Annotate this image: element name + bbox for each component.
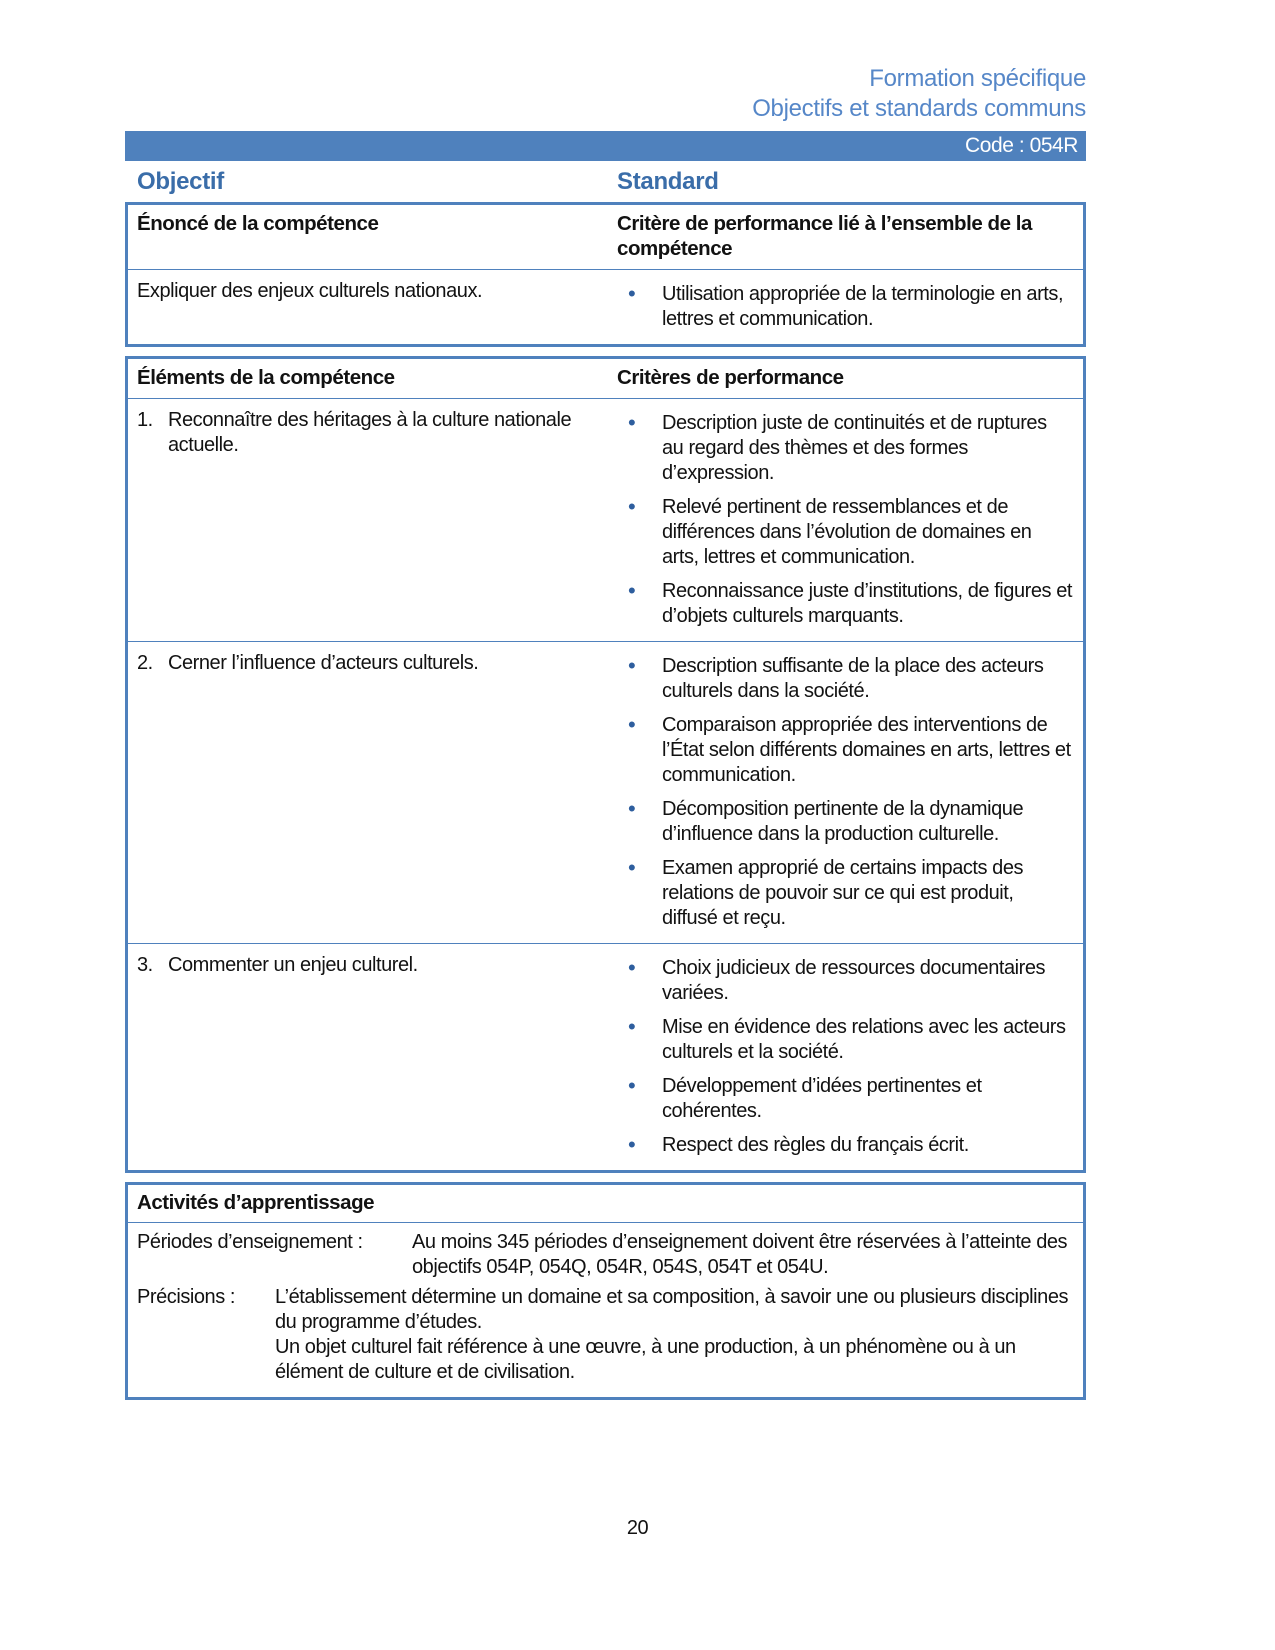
precisions-line: Un objet culturel fait référence à une œuvre, à une production, à un phénomène ou à un élément de culture et de civilisation.	[275, 1336, 1016, 1383]
element-text: Reconnaître des héritages à la culture nationale actuelle.	[168, 409, 572, 456]
numbered-element	[137, 953, 602, 978]
precisions-line: L’établissement détermine un domaine et sa composition, à savoir une ou plusieurs disciplines du programme d’études.	[275, 1286, 1069, 1333]
table-row	[128, 399, 1083, 641]
numbered-element	[137, 651, 602, 676]
precisions-label: Précisions :	[137, 1286, 235, 1308]
criterion-text: Développement d’idées pertinentes et cohérentes.	[662, 1075, 982, 1122]
page-number: 20	[626, 1517, 649, 1539]
criterion-text: Examen approprié de certains impacts des relations de pouvoir sur ce qui est produit, diffusé et reçu.	[662, 857, 1024, 929]
criterion-item	[617, 797, 1073, 847]
element-number: 1.	[137, 409, 153, 431]
criterion-text: Choix judicieux de ressources documentaires variées.	[662, 957, 1046, 1004]
element-cell	[128, 944, 612, 1170]
criterion-text: Respect des règles du français écrit.	[662, 1134, 969, 1156]
activities-header: Activités d’apprentissage	[128, 1185, 1083, 1223]
elements-table	[125, 356, 1086, 1173]
precisions-text	[275, 1285, 1073, 1385]
page-content	[125, 0, 1086, 1409]
criteria-list	[617, 956, 1073, 1158]
objectif-heading: Objectif	[137, 168, 224, 195]
criterion-text: Comparaison appropriée des interventions de l’État selon différents domaines en arts, lettres et communication.	[662, 714, 1071, 786]
criterion-item	[617, 713, 1073, 788]
criterion-text: Décomposition pertinente de la dynamique d’influence dans la production culturelle.	[662, 798, 1024, 845]
activities-table	[125, 1182, 1086, 1400]
code-bar: Code : 054R	[125, 131, 1086, 161]
criteria-cell	[612, 944, 1083, 1170]
competence-statement: Expliquer des enjeux culturels nationaux.	[137, 280, 483, 302]
element-text: Commenter un enjeu culturel.	[168, 954, 418, 976]
document-header	[125, 64, 1086, 124]
criteria-cell	[612, 642, 1083, 943]
elements-header-right: Critères de performance	[617, 366, 844, 389]
criterion-item	[617, 1015, 1073, 1065]
table-row	[128, 270, 1083, 344]
numbered-element	[137, 408, 602, 458]
criterion-text: Reconnaissance juste d’institutions, de figures et d’objets culturels marquants.	[662, 580, 1072, 627]
periods-row	[137, 1230, 1073, 1280]
table-row	[128, 641, 1083, 943]
element-cell	[128, 399, 612, 641]
header-line-1: Formation spécifique	[869, 65, 1086, 92]
criterion-text: Description juste de continuités et de ruptures au regard des thèmes et des formes d’expression.	[662, 412, 1047, 484]
criteria-list	[617, 654, 1073, 931]
element-number: 2.	[137, 652, 153, 674]
activities-body	[128, 1223, 1083, 1397]
criterion-text: Description suffisante de la place des acteurs culturels dans la société.	[662, 655, 1044, 702]
enonce-table	[125, 202, 1086, 347]
periods-label: Périodes d’enseignement :	[137, 1231, 363, 1253]
criterion-item	[617, 1133, 1073, 1158]
criterion-text: Utilisation appropriée de la terminologie en arts, lettres et communication.	[662, 283, 1064, 330]
enonce-header-right: Critère de performance lié à l’ensemble de la compétence	[617, 212, 1032, 260]
column-headings	[125, 161, 1086, 202]
criterion-item	[617, 411, 1073, 486]
enonce-header-left: Énoncé de la compétence	[137, 212, 379, 235]
precisions-row	[137, 1285, 1073, 1385]
criteria-list	[617, 282, 1073, 332]
header-line-2: Objectifs et standards communs	[752, 95, 1086, 122]
element-number: 3.	[137, 954, 153, 976]
criterion-item	[617, 1074, 1073, 1124]
criterion-text: Mise en évidence des relations avec les acteurs culturels et la société.	[662, 1016, 1066, 1063]
table-row	[128, 943, 1083, 1170]
standard-heading: Standard	[617, 168, 719, 195]
criterion-item	[617, 282, 1073, 332]
criterion-item	[617, 856, 1073, 931]
elements-header-left: Éléments de la compétence	[137, 366, 395, 389]
criterion-item	[617, 956, 1073, 1006]
criteria-cell	[612, 399, 1083, 641]
criterion-item	[617, 654, 1073, 704]
elements-table-header	[128, 359, 1083, 399]
element-cell	[128, 642, 612, 943]
element-text: Cerner l’influence d’acteurs culturels.	[168, 652, 479, 674]
criterion-text: Relevé pertinent de ressemblances et de différences dans l’évolution de domaines en arts, lettres et communication.	[662, 496, 1032, 568]
enonce-table-header	[128, 205, 1083, 270]
criteria-cell	[612, 270, 1083, 344]
criterion-item	[617, 579, 1073, 629]
criteria-list	[617, 411, 1073, 629]
criterion-item	[617, 495, 1073, 570]
periods-text: Au moins 345 périodes d’enseignement doivent être réservées à l’atteinte des objectifs 054P, 054Q, 054R, 054S, 054T et 054U.	[412, 1231, 1068, 1278]
